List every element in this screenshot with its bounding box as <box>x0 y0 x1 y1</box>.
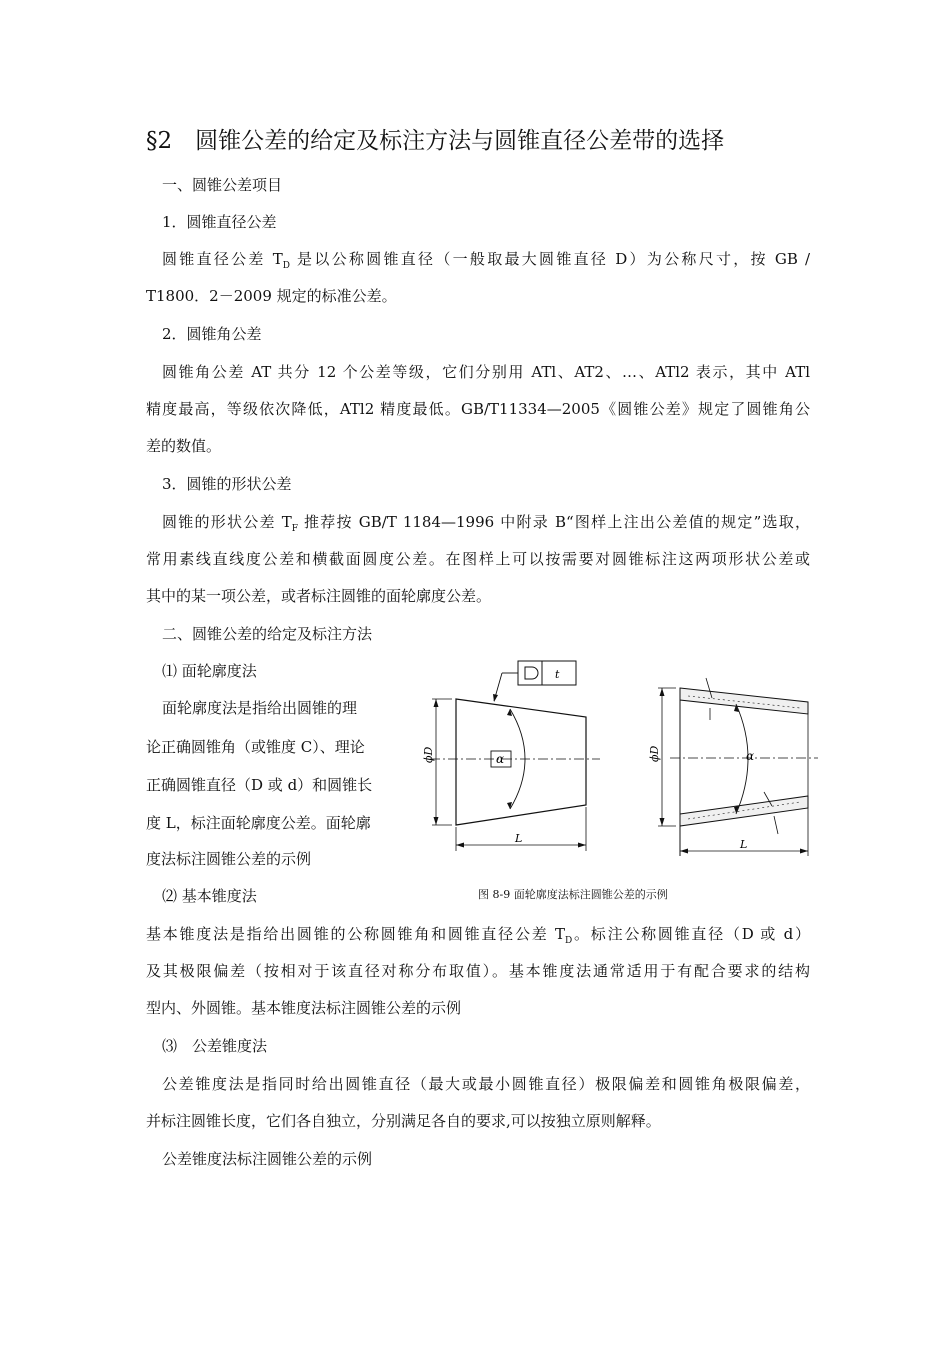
method-heading: ⑵ 基本锥度法 <box>162 887 257 905</box>
method-heading: ⑴ 面轮廓度法 <box>162 662 257 680</box>
paragraph-line: 圆锥直径公差 $T_D$ 是以公称圆锥直径（一般取最大圆锥直径 D）为公称尺寸，按 GB / <box>162 250 810 271</box>
figure-right-cone <box>640 668 820 862</box>
paragraph-line: 公差锥度法标注圆锥公差的示例 <box>162 1150 373 1168</box>
section-heading: 一、圆锥公差项目 <box>162 176 283 194</box>
paragraph-line: 公差锥度法是指同时给出圆锥直径（最大或最小圆锥直径）极限偏差和圆锥角极限偏差， <box>162 1075 810 1093</box>
paragraph-line: 度 L，标注面轮廓度公差。面轮廓 <box>146 814 371 832</box>
angle-label: α <box>496 752 505 766</box>
paragraph-line: 精度最高，等级依次降低，ATl2 精度最低。GB/T11334—2005《圆锥公差》规定了圆锥角公 <box>146 400 810 418</box>
method-heading: ⑶ 公差锥度法 <box>162 1037 268 1055</box>
paragraph-line: 型内、外圆锥。基本锥度法标注圆锥公差的示例 <box>146 999 462 1017</box>
paragraph-line: 论正确圆锥角（或锥度 C）、理论 <box>146 738 365 756</box>
section-heading: 二、圆锥公差的给定及标注方法 <box>162 625 373 643</box>
figure-left-cone <box>420 655 620 855</box>
length-label: L <box>515 832 523 845</box>
subsection-heading: 1．圆锥直径公差 <box>162 213 277 231</box>
paragraph-line: 及其极限偏差（按相对于该直径对称分布取值）。基本锥度法通常适用于有配合要求的结构 <box>146 962 810 980</box>
dia-label: ϕD <box>422 746 435 763</box>
subsection-heading: 2．圆锥角公差 <box>162 325 262 343</box>
paragraph-line: T1800．2－2009 规定的标准公差。 <box>146 287 397 305</box>
tolerance-zone-top <box>680 688 808 714</box>
angle-label: α <box>746 749 755 763</box>
figure-caption: 图 8-9 面轮廓度法标注圆锥公差的示例 <box>478 888 668 901</box>
tolerance-frame <box>518 661 576 685</box>
paragraph-line: 差的数值。 <box>146 437 222 455</box>
paragraph-line: 其中的某一项公差，或者标注圆锥的面轮廓度公差。 <box>146 587 492 605</box>
page-title: §2 圆锥公差的给定及标注方法与圆锥直径公差带的选择 <box>146 128 725 154</box>
length-label: L <box>740 838 748 851</box>
paragraph-line: 面轮廓度法是指给出圆锥的理 <box>162 699 358 717</box>
dia-label: ϕD <box>648 745 661 762</box>
paragraph-line: 基本锥度法是指给出圆锥的公称圆锥角和圆锥直径公差 $T_D$。标注公称圆锥直径（D 或 d） <box>146 925 810 946</box>
tolerance-zone-bottom <box>680 796 808 826</box>
paragraph-line: 度法标注圆锥公差的示例 <box>146 850 312 868</box>
cone-outline <box>456 699 586 825</box>
paragraph-line: 圆锥角公差 AT 共分 12 个公差等级，它们分别用 ATl、AT2、…、ATl2 表示，其中 ATl <box>162 363 810 381</box>
tolerance-value: t <box>555 668 560 681</box>
paragraph-line: 正确圆锥直径（D 或 d）和圆锥长 <box>146 776 373 794</box>
paragraph-line: 并标注圆锥长度，它们各自独立，分别满足各自的要求,可以按独立原则解释。 <box>146 1112 661 1130</box>
paragraph-line: 常用素线直线度公差和横截面圆度公差。在图样上可以按需要对圆锥标注这两项形状公差或 <box>146 550 810 568</box>
paragraph-line: 圆锥的形状公差 $T_F$ 推荐按 GB/T 1184—1996 中附录 B“图样上注出公差值的规定”选取， <box>162 513 810 534</box>
profile-symbol <box>525 667 538 679</box>
subsection-heading: 3．圆锥的形状公差 <box>162 475 292 493</box>
